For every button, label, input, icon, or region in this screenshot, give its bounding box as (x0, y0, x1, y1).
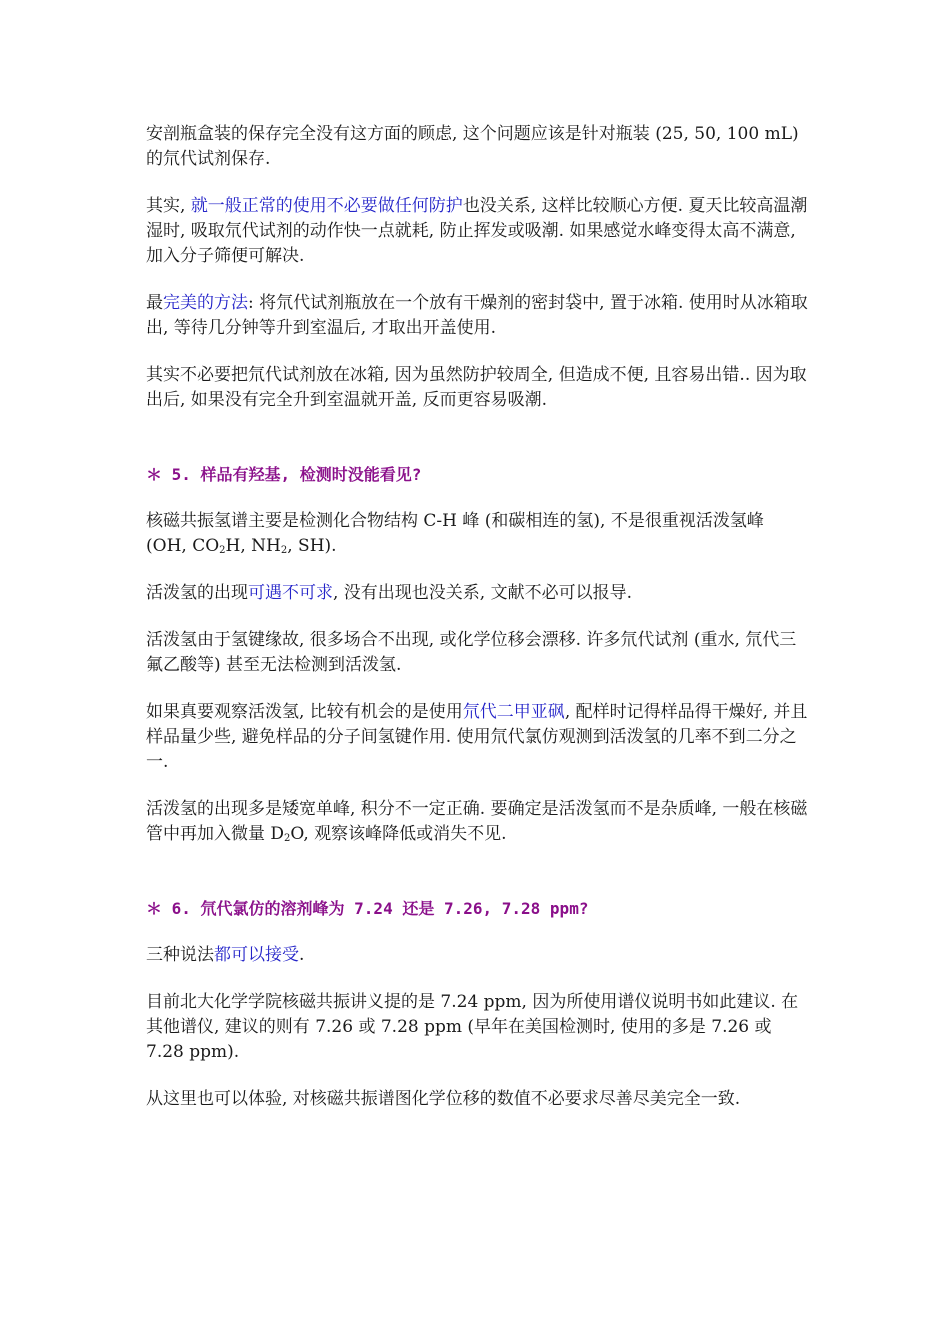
paragraph-conclusion (146, 1087, 810, 1112)
highlight-link[interactable]: 就一般正常的使用不必要做任何防护 (190, 196, 463, 216)
highlight-link[interactable]: 完美的方法 (163, 293, 248, 313)
paragraph-perfect-method (146, 291, 810, 341)
subscript: 2 (284, 833, 291, 844)
paragraph-text-post: . (299, 945, 305, 965)
paragraph-hydrogen-bond (146, 628, 810, 678)
paragraph-hnmr-intro (146, 509, 810, 559)
paragraph-dmso (146, 700, 810, 775)
section-5-heading: ＊ 5. 样品有羟基, 检测时没能看见? (146, 465, 422, 484)
paragraph-text-post: , 没有出现也没关系, 文献不必可以报导. (333, 583, 633, 603)
paragraph-text-c: , SH). (287, 536, 337, 556)
paragraph-text-pre: 活泼氢的出现 (146, 583, 248, 603)
paragraph-text: 其实不必要把氘代试剂放在冰箱, 因为虽然防护较周全, 但造成不便, 且容易出错.. 因为取出后, 如果没有完全升到室温就开盖, 反而更容易吸潮. (146, 365, 807, 410)
paragraph-text: 安剖瓶盒装的保存完全没有这方面的顾虑, 这个问题应该是针对瓶装 (25, 50, 100 mL) 的氘代试剂保存. (146, 124, 799, 169)
paragraph-text: 活泼氢由于氢键缘故, 很多场合不出现, 或化学位移会漂移. 许多氘代试剂 (重水, 氘代三氟乙酸等) 甚至无法检测到活泼氢. (146, 630, 797, 675)
paragraph-text: 从这里也可以体验, 对核磁共振谱图化学位移的数值不必要求尽善尽美完全一致. (146, 1089, 741, 1109)
paragraph-text-pre: 其实, (146, 196, 191, 216)
subscript: 2 (280, 545, 288, 556)
paragraph-ampoule-storage (146, 122, 810, 172)
section-6-heading: ＊ 6. 氘代氯仿的溶剂峰为 7.24 还是 7.26, 7.28 ppm? (146, 899, 589, 918)
paragraph-three-views (146, 943, 810, 968)
paragraph-text-post: : 将氘代试剂瓶放在一个放有干燥剂的密封袋中, 置于冰箱. 使用时从冰箱取出, 等待几分钟等升到室温后, 才取出开盖使用. (146, 293, 808, 338)
paragraph-fridge-note (146, 363, 810, 413)
subscript: 2 (219, 545, 226, 556)
highlight-link[interactable]: 都可以接受 (214, 945, 299, 965)
paragraph-text-pre: 最 (146, 293, 163, 313)
highlight-link[interactable]: 可遇不可求 (248, 583, 333, 603)
paragraph-text-a: 活泼氢的出现多是矮宽单峰, 积分不一定正确. 要确定是活泼氢而不是杂质峰, 一般在核磁管中再加入微量 D (146, 799, 808, 844)
paragraph-text-a: 核磁共振氢谱主要是检测化合物结构 C-H 峰 (和碳相连的氢), 不是很重视活泼氢峰 (OH, CO (146, 511, 764, 556)
paragraph-active-h-appearance (146, 581, 810, 606)
paragraph-text-b: H, NH (225, 536, 281, 556)
paragraph-text-pre: 三种说法 (146, 945, 214, 965)
paragraph-text-b: O, 观察该峰降低或消失不见. (290, 824, 507, 844)
paragraph-text-pre: 如果真要观察活泼氢, 比较有机会的是使用 (146, 702, 463, 722)
highlight-link[interactable]: 氘代二甲亚砜 (462, 702, 565, 722)
paragraph-text-post: 也没关系, 这样比较顺心方便. 夏天比较高温潮湿时, 吸取氘代试剂的动作快一点就耗, 防止挥发或吸潮. 如果感觉水峰变得太高不满意, 加入分子筛便可解决. (146, 196, 808, 266)
document-body (146, 122, 810, 1134)
paragraph-no-protection (146, 194, 810, 269)
paragraph-text-post: , 配样时记得样品得干燥好, 并且样品量少些, 避免样品的分子间氢键作用. 使用氘代氯仿观测到活泼氢的几率不到二分之一. (146, 702, 808, 772)
paragraph-text: 目前北大化学学院核磁共振讲义提的是 7.24 ppm, 因为所使用谱仪说明书如此建议. 在其他谱仪, 建议的则有 7.26 或 7.28 ppm (早年在美国检测时, 使用的多是 7.26 或 7.28 ppm). (146, 992, 799, 1062)
paragraph-d2o-exchange (146, 797, 810, 847)
paragraph-pku-note (146, 990, 810, 1065)
